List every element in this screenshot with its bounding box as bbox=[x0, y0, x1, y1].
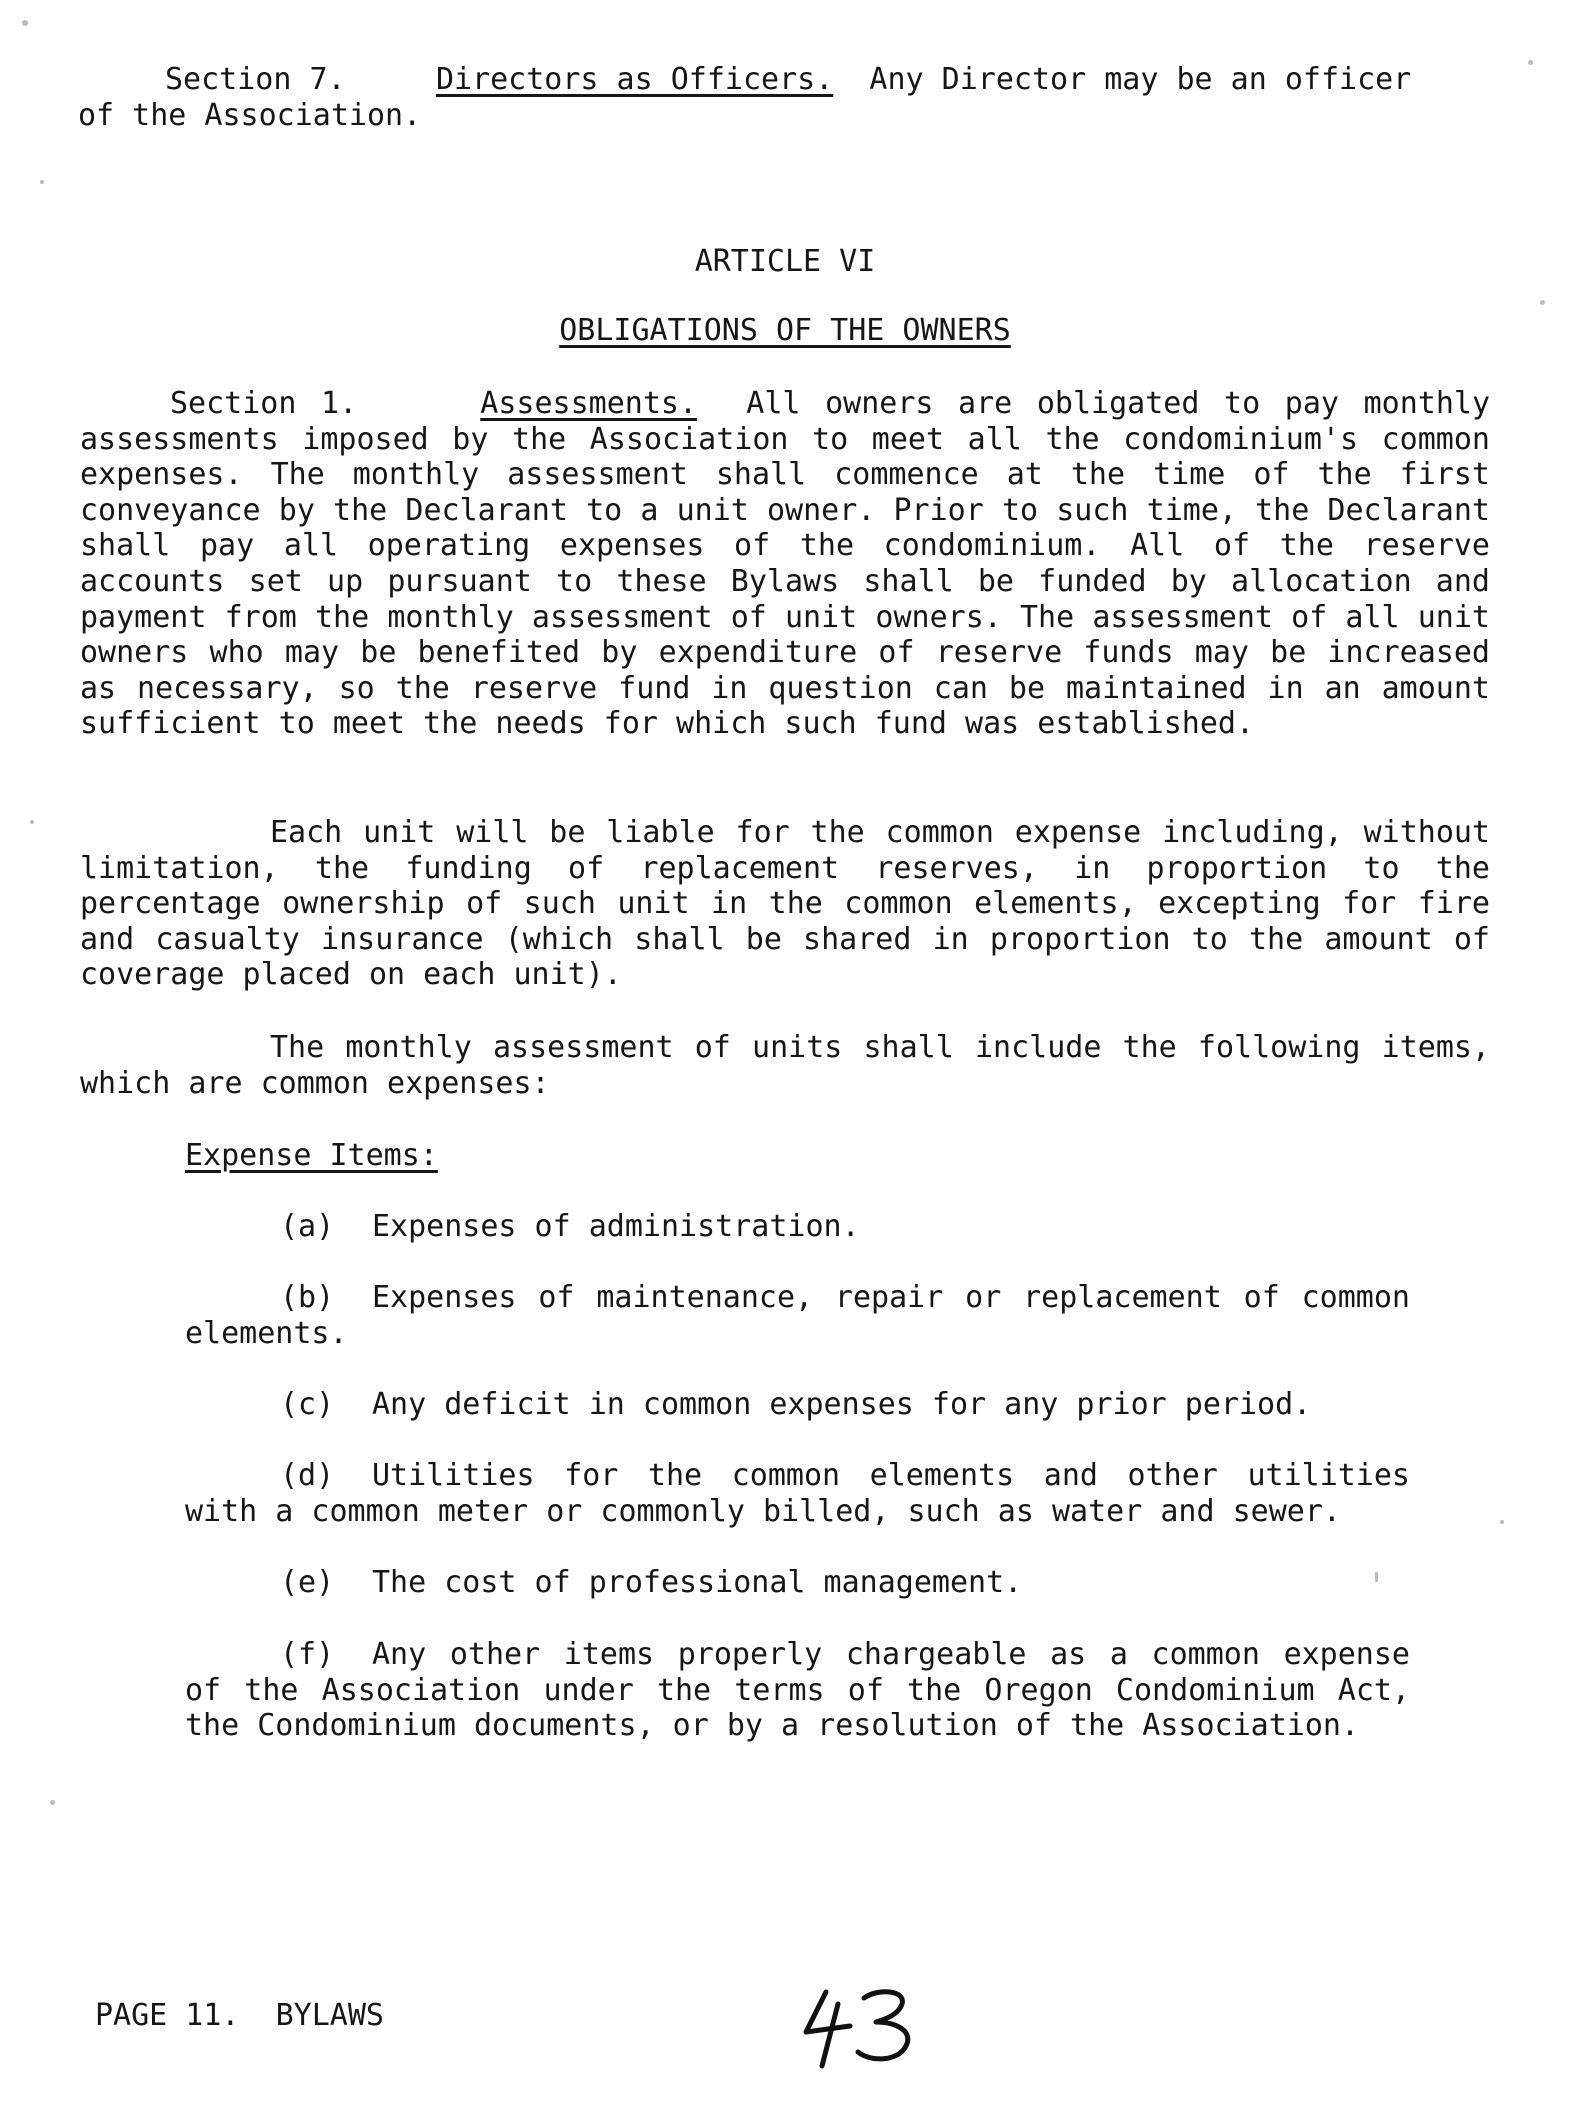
assessment-items-text: The monthly assessment of units shall include the following items, which are common expenses: bbox=[80, 1030, 1490, 1101]
expense-item-text: Expenses of maintenance, repair or replacement of common elements. bbox=[185, 1280, 1410, 1351]
scan-speck bbox=[30, 820, 34, 824]
expense-item-a bbox=[185, 1209, 1410, 1245]
expense-item-text: Utilities for the common elements and other utilities with a common meter or commonly billed, such as water and sewer. bbox=[185, 1458, 1410, 1529]
section7-line1 bbox=[165, 62, 1411, 98]
article-number: ARTICLE VI bbox=[694, 244, 876, 279]
expense-item-label: (a) bbox=[280, 1209, 335, 1244]
expense-item-c bbox=[185, 1387, 1410, 1423]
expense-item-label: (b) bbox=[280, 1280, 335, 1315]
section1-heading: Assessments. bbox=[480, 386, 698, 421]
section7-line2: of the Association. bbox=[78, 98, 422, 133]
expense-item-text: Any deficit in common expenses for any prior period. bbox=[372, 1387, 1312, 1422]
expense-items-heading bbox=[185, 1138, 438, 1174]
expense-item-d bbox=[185, 1458, 1410, 1529]
expense-item-b bbox=[185, 1280, 1410, 1351]
liability-text: Each unit will be liable for the common expense including, without limitation, the funding of replacement reserves, in proportion to the percentage ownership of such unit in the common elements, excepting for fire and casualty insurance (which shall be shared in proportion to the amount of coverage placed on each unit). bbox=[80, 815, 1490, 993]
document-name: BYLAWS bbox=[275, 1998, 384, 2033]
scan-speck bbox=[1375, 1572, 1378, 1582]
expense-item-label: (e) bbox=[280, 1565, 335, 1600]
section7-text1: Any Director may be an officer bbox=[869, 62, 1412, 97]
scan-speck bbox=[1540, 300, 1545, 305]
scan-speck bbox=[1500, 1520, 1504, 1524]
expense-item-label: (c) bbox=[280, 1387, 335, 1422]
expense-item-label: (f) bbox=[280, 1637, 335, 1672]
article-title-text: OBLIGATIONS OF THE OWNERS bbox=[559, 313, 1011, 348]
page-number: PAGE 11. bbox=[95, 1998, 240, 2033]
liability-paragraph bbox=[80, 815, 1490, 993]
expense-item-text: Any other items properly chargeable as a common expense of the Association under the terms of the Oregon Condominium Act, the Condominium documents, or by a resolution of the Association. bbox=[185, 1637, 1410, 1744]
scan-speck bbox=[40, 180, 44, 184]
page-footer bbox=[95, 1998, 384, 2034]
scan-speck bbox=[50, 1800, 55, 1805]
expense-item-e bbox=[185, 1565, 1410, 1601]
expense-item-text: The cost of professional management. bbox=[372, 1565, 1023, 1600]
article-title bbox=[0, 313, 1570, 349]
scan-speck bbox=[22, 20, 28, 26]
section1-paragraph bbox=[80, 386, 1490, 742]
assessment-items-paragraph bbox=[80, 1030, 1490, 1101]
section7-heading: Directors as Officers. bbox=[435, 62, 834, 97]
expense-items-heading-text: Expense Items: bbox=[185, 1138, 438, 1173]
scan-speck bbox=[1528, 60, 1533, 65]
expense-item-f bbox=[185, 1637, 1410, 1744]
section1-body: All owners are obligated to pay monthly assessments imposed by the Association to meet all the condominium's common expenses. The monthly assessment shall commence at the time of the first conveyance by the Declarant to a unit owner. Prior to such time, the Declarant shall pay all operating expenses of the condominium. All of the reserve accounts set up pursuant to these Bylaws shall be funded by allocation and payment from the monthly assessment of unit owners. The assessment of all unit owners who may be benefited by expenditure of reserve funds may be increased as necessary, so the reserve fund in question can be maintained in an amount sufficient to meet the needs for which such fund was established. bbox=[80, 386, 1490, 742]
expense-item-label: (d) bbox=[280, 1458, 335, 1493]
section1-label: Section 1. bbox=[170, 386, 358, 421]
handwritten-page-number bbox=[798, 1982, 928, 2072]
expense-item-text: Expenses of administration. bbox=[372, 1209, 860, 1244]
section7-label: Section 7. bbox=[165, 62, 346, 97]
